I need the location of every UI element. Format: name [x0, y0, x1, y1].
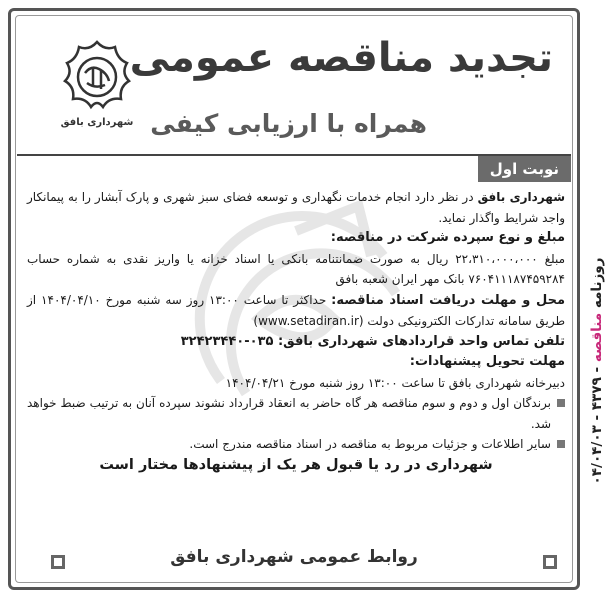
notice-title: تجدید مناقصه عمومی — [129, 35, 553, 81]
logo-emblem-icon — [57, 37, 137, 117]
notice-body — [27, 187, 565, 475]
docs-paragraph — [27, 290, 565, 332]
date-separator: - — [589, 414, 605, 421]
intro-org: شهرداری بافق — [477, 190, 566, 204]
bullet-text: برندگان اول و دوم و سوم مناقصه هر گاه حاضر به انعقاد قرارداد نشوند سپرده آنان به ترتیب ضبط خواهد شد. — [27, 396, 551, 431]
deposit-text: مبلغ ۲۲،۳۱۰،۰۰۰،۰۰۰ ریال به صورت ضمانتنامه بانکی یا اسناد خزانه یا واریز نقدی به شماره حساب ۷۶۰۴۱۱۱۸۷۴۵۹۲۸۴ بانک مهر ایران شعبه بافق — [27, 251, 565, 286]
bullet-item — [27, 393, 565, 434]
bullet-text: سایر اطلاعات و جزئیات مربوط به مناقصه در اسناد مناقصه مندرج است. — [189, 437, 551, 451]
square-bullet-icon — [557, 440, 565, 448]
issue-number: ۴۳۷۹ — [589, 377, 605, 411]
issue-separator: - — [589, 366, 605, 373]
docs-text: حداکثر تا ساعت ۱۳:۰۰ روز سه شنبه مورخ ۱۴۰۴/۰۴/۱۰ از طریق سامانه تدارکات الکترونیکی دولت (www.setadiran.ir) — [27, 292, 565, 328]
newspaper-side-strip — [585, 158, 609, 584]
logo-caption: شهرداری بافق — [60, 117, 134, 128]
round-bar — [17, 154, 571, 184]
round-label: نوبت اول — [478, 156, 571, 182]
phone-heading: تلفن تماس واحد قراردادهای شهرداری بافق: — [277, 333, 565, 349]
phone-paragraph — [27, 332, 565, 353]
square-ornament-icon — [51, 555, 65, 569]
issue-date: ۰۴/۰۴/۰۳ — [589, 425, 605, 485]
square-bullet-icon — [557, 399, 565, 407]
notice-subtitle: همراه با ارزیابی کیفی — [150, 109, 427, 138]
docs-heading: محل و مهلت دریافت اسناد مناقصه: — [331, 292, 565, 308]
footer-text: روابط عمومی شهرداری بافق — [170, 547, 418, 567]
bullet-item — [27, 434, 565, 455]
delivery-text: دبیرخانه شهرداری بافق تا ساعت ۱۳:۰۰ روز شنبه مورخ ۱۴۰۴/۰۴/۲۱ — [225, 375, 565, 390]
notice-frame — [8, 8, 580, 590]
municipality-logo — [45, 37, 149, 141]
final-statement: شهرداری در رد یا قبول هر یک از پیشنهادها مختار است — [99, 456, 493, 473]
intro-text: در نظر دارد انجام خدمات نگهداری و توسعه فضای سبز شهری و پارک آبشار را به پیمانکار واجد شرایط واگذار نماید. — [27, 190, 565, 225]
delivery-heading: مهلت تحویل پیشنهادات: — [409, 354, 565, 369]
newspaper-prefix: روزنامه — [589, 257, 605, 309]
newspaper-brand: مناقصه — [589, 312, 605, 363]
deposit-heading: مبلغ و نوع سپرده شرکت در مناقصه: — [330, 230, 565, 245]
notice-header — [11, 11, 577, 153]
notice-footer — [17, 541, 571, 581]
phone-number: ۰۳۵-۳۲۴۲۳۴۴۰ — [180, 333, 278, 349]
newspaper-imprint — [585, 158, 609, 584]
intro-paragraph — [27, 187, 565, 228]
